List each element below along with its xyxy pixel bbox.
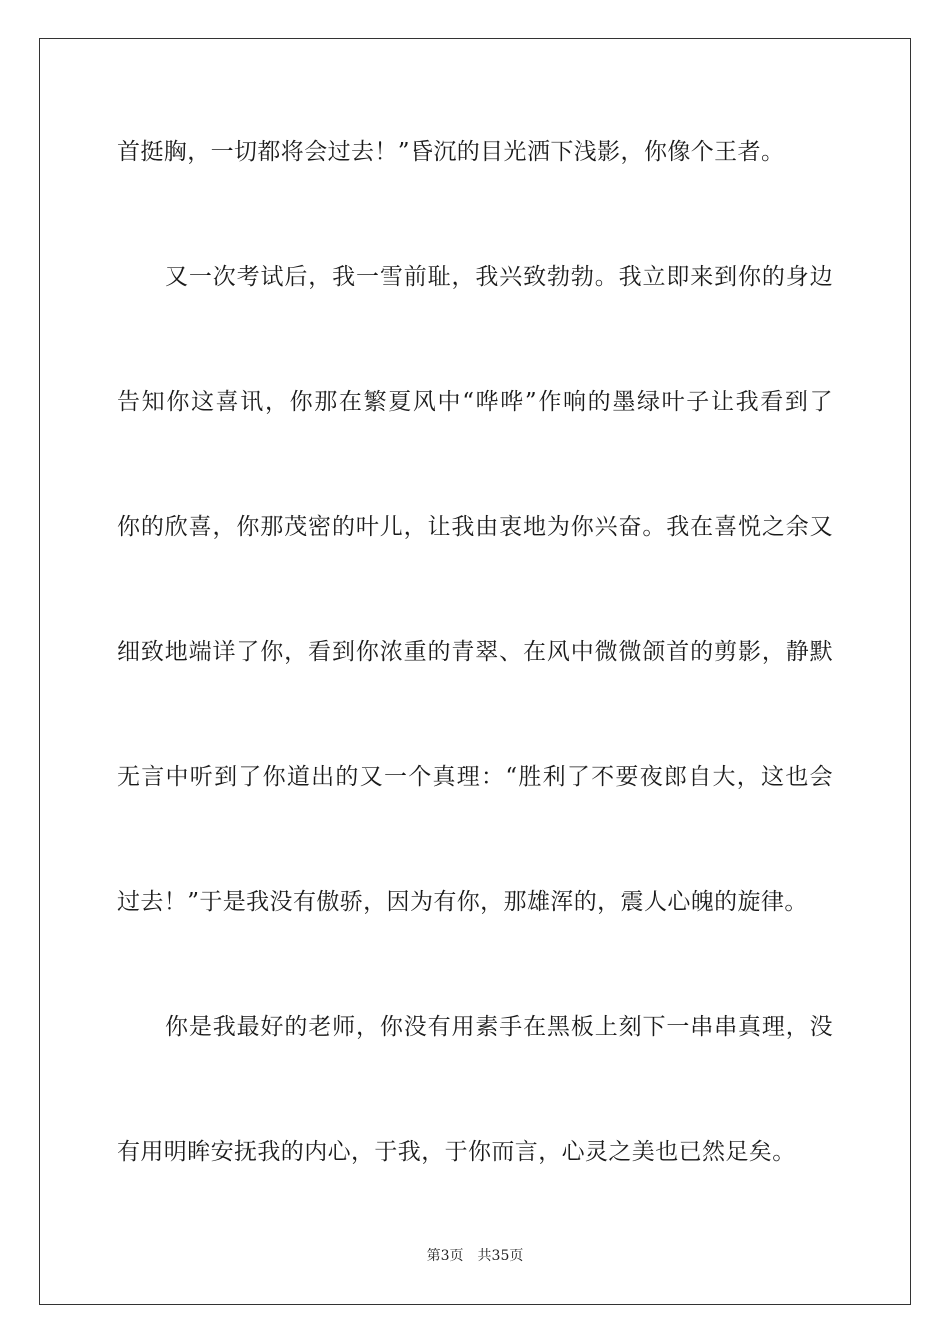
body-text-line: 你是我最好的老师，你没有用素手在黑板上刻下一串串真理，没 — [165, 1014, 833, 1040]
body-text-line: 你的欣喜，你那茂密的叶儿，让我由衷地为你兴奋。我在喜悦之余又 — [117, 514, 833, 540]
page-border — [39, 38, 911, 1305]
page-number: 第3页 — [426, 1248, 464, 1264]
body-text-line: 细致地端详了你，看到你浓重的青翠、在风中微微颌首的剪影，静默 — [117, 639, 833, 665]
page-total: 共35页 — [477, 1248, 524, 1264]
page-footer — [0, 1247, 950, 1265]
body-text-line: 首挺胸，一切都将会过去！”昏沉的目光洒下浅影，你像个王者。 — [117, 139, 785, 165]
body-text-line: 有用明眸安抚我的内心，于我，于你而言，心灵之美也已然足矣。 — [117, 1139, 796, 1165]
body-text-line: 又一次考试后，我一雪前耻，我兴致勃勃。我立即来到你的身边 — [165, 264, 833, 290]
body-text-line: 过去！”于是我没有傲骄，因为有你，那雄浑的，震人心魄的旋律。 — [117, 889, 808, 915]
body-text-line: 告知你这喜讯，你那在繁夏风中“哗哗”作响的墨绿叶子让我看到了 — [117, 389, 833, 415]
body-text-line: 无言中听到了你道出的又一个真理：“胜利了不要夜郎自大，这也会 — [117, 764, 833, 790]
